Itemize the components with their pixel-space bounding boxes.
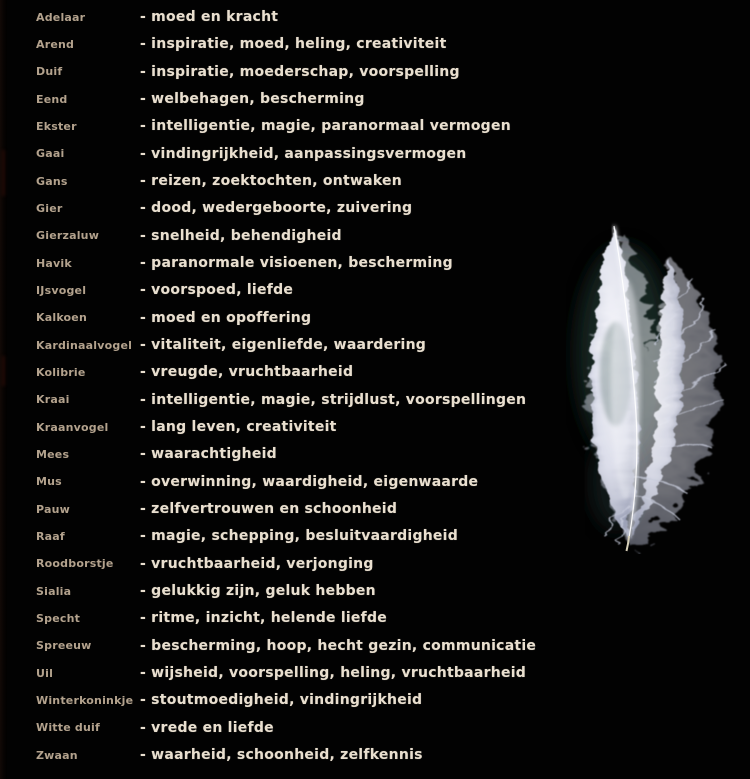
bird-name: Specht [36,611,81,625]
bird-name: Zwaan [36,748,78,762]
bird-meaning: - waarachtigheid [140,446,277,463]
bird-name: Gier [36,201,63,215]
bird-meaning: - snelheid, behendigheid [140,227,342,244]
bird-name: Kraanvogel [36,420,109,434]
list-item [0,714,750,741]
bird-meaning: - stoutmoedigheid, vindingrijkheid [140,692,423,709]
bird-name: Winterkoninkje [36,693,134,707]
bird-meaning: - intelligentie, magie, paranormaal vermogen [140,118,511,135]
bird-meaning: - inspiratie, moederschap, voorspelling [140,63,460,80]
list-item [0,113,750,140]
bird-name: Kolibrie [36,365,86,379]
bird-meaning: - gelukkig zijn, geluk hebben [140,583,376,600]
bird-name: Mees [36,447,70,461]
bird-name: Duif [36,65,63,79]
list-item [0,249,750,276]
bird-meaning: - bescherming, hoop, hecht gezin, communicatie [140,637,537,654]
bird-meaning: - zelfvertrouwen en schoonheid [140,501,398,518]
list-item [0,523,750,550]
bird-name: Ekster [36,119,77,133]
bird-name: Raaf [36,529,65,543]
bird-name: Roodborstje [36,557,114,571]
bird-meaning: - welbehagen, bescherming [140,91,365,108]
bird-name: Kardinaalvogel [36,338,133,352]
bird-name: Gaai [36,147,65,161]
list-item [0,632,750,659]
list-item [0,4,750,31]
bird-meaning: - waarheid, schoonheid, zelfkennis [140,747,423,764]
list-item [0,58,750,85]
bird-name: IJsvogel [36,283,87,297]
bird-name: Mus [36,475,62,489]
list-item [0,140,750,167]
bird-meaning: - vindingrijkheid, aanpassingsvermogen [140,145,467,162]
bird-name: Havik [36,256,72,270]
list-item [0,304,750,331]
bird-meaning: - vitaliteit, eigenliefde, waardering [140,337,427,354]
bird-name: Adelaar [36,10,86,24]
bird-name: Spreeuw [36,639,92,653]
bird-meaning: - vrede en liefde [140,719,274,736]
bird-name: Gans [36,174,68,188]
bird-name: Eend [36,92,68,106]
list-item [0,277,750,304]
list-item [0,577,750,604]
bird-meaning: - dood, wedergeboorte, zuivering [140,200,413,217]
list-item [0,659,750,686]
list-item [0,687,750,714]
bird-name: Kalkoen [36,311,87,325]
list-item [0,359,750,386]
bird-name: Witte duif [36,721,100,735]
list-item [0,167,750,194]
bird-meaning: - ritme, inzicht, helende liefde [140,610,388,627]
list-item [0,741,750,768]
list-item [0,441,750,468]
bird-meaning: - magie, schepping, besluitvaardigheid [140,528,458,545]
list-item [0,31,750,58]
bird-meaning: - vruchtbaarheid, verjonging [140,555,374,572]
bird-meaning: - reizen, zoektochten, ontwaken [140,173,402,190]
bird-name: Sialia [36,584,72,598]
list-item [0,468,750,495]
bird-meaning: - voorspoed, liefde [140,282,294,299]
bird-meaning: - inspiratie, moed, heling, creativiteit [140,36,447,53]
list-item [0,331,750,358]
bird-meaning: - moed en kracht [140,9,279,26]
bird-meaning: - moed en opoffering [140,309,312,326]
list-item [0,495,750,522]
bird-name: Uil [36,666,54,680]
bird-name: Pauw [36,502,70,516]
bird-meaning: - wijsheid, voorspelling, heling, vruchtbaarheid [140,665,527,682]
bird-meaning: - intelligentie, magie, strijdlust, voorspellingen [140,391,527,408]
bird-meaning: - overwinning, waardigheid, eigenwaarde [140,473,479,490]
bird-meaning: - lang leven, creativiteit [140,419,337,436]
list-item [0,386,750,413]
list-item [0,222,750,249]
bird-meaning: - vreugde, vruchtbaarheid [140,364,354,381]
list-item [0,195,750,222]
bird-name: Kraai [36,393,70,407]
list-item [0,413,750,440]
bird-name: Gierzaluw [36,229,100,243]
bird-meaning: - paranormale visioenen, bescherming [140,255,453,272]
list-item [0,605,750,632]
list-item [0,85,750,112]
list-item [0,550,750,577]
bird-name: Arend [36,37,75,51]
